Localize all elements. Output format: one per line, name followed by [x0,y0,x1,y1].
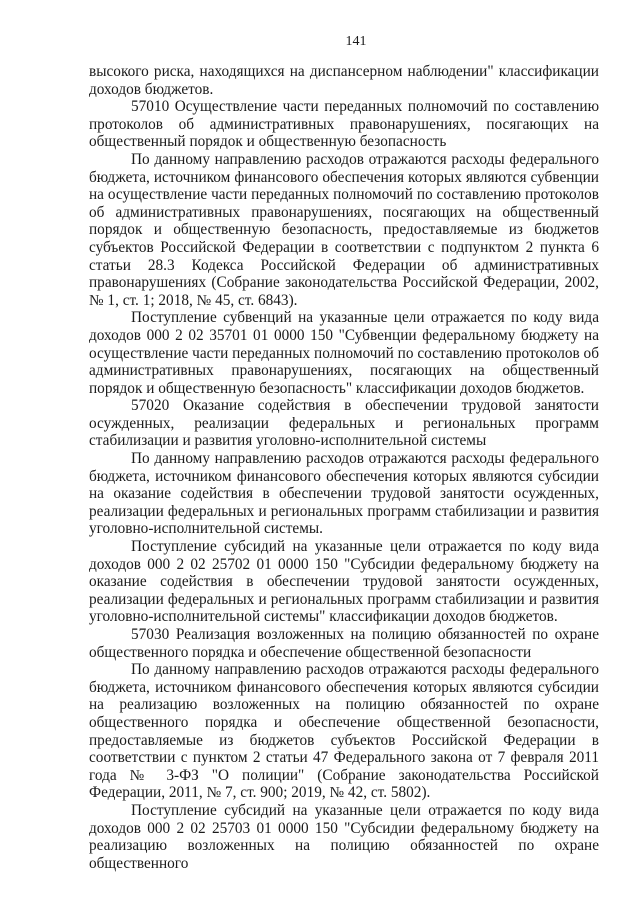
paragraph-continuation: высокого риска, находящихся на диспансерном наблюдении" классификации доходов бюджетов. [89,63,599,98]
section-heading-57010: 57010 Осуществление части переданных полномочий по составлению протоколов об административных правонарушениях, посягающих на общественный порядок и общественную безопасность [89,98,599,151]
section-heading-57030: 57030 Реализация возложенных на полицию обязанностей по охране общественного порядка и обеспечение общественной безопасности [89,626,599,661]
paragraph-57030-revenue-code: Поступление субсидий на указанные цели отражается по коду вида доходов 000 2 02 25703 01 0000 150 "Субсидии федеральному бюджету на реализацию возложенных на полицию обязанностей по охране общественного [89,801,599,872]
paragraph-57010-expenses: По данному направлению расходов отражаются расходы федерального бюджета, источником финансового обеспечения которых являются субвенции на осуществление части переданных полномочий по составлению протоколов об административных правонарушениях, посягающих на общественный порядок и общественную безопасность, предоставляемые из бюджетов субъектов Российской Федерации в соответствии с подпунктом 2 пункта 6 статьи 28.3 Кодекса Российской Федерации об административных правонарушениях (Собрание законодательства Российской Федерации, 2002, № 1, ст. 1; 2018, № 45, ст. 6843). [89,150,599,309]
page-number: 141 [345,34,367,49]
paragraph-57020-revenue-code: Поступление субсидий на указанные цели отражается по коду вида доходов 000 2 02 25702 01 0000 150 "Субсидии федеральному бюджету на оказание содействия в обеспечении трудовой занятости осужденных, реализации федеральных и региональных программ стабилизации и развития уголовно-исполнительной системы" классификации доходов бюджетов. [89,538,599,626]
section-heading-57020: 57020 Оказание содействия в обеспечении трудовой занятости осужденных, реализации федеральных и региональных программ стабилизации и развития уголовно-исполнительной системы [89,397,599,450]
paragraph-57030-expenses: По данному направлению расходов отражаются расходы федерального бюджета, источником финансового обеспечения которых являются субсидии на реализацию возложенных на полицию обязанностей по охране общественного порядка и обеспечение общественной безопасности, предоставляемые из бюджетов субъектов Российской Федерации в соответствии с пунктом 2 статьи 47 Федерального закона от 7 февраля 2011 года № 3-ФЗ "О полиции" (Собрание законодательства Российской Федерации, 2011, № 7, ст. 900; 2019, № 42, ст. 5802). [89,661,599,802]
paragraph-57010-revenue-code: Поступление субвенций на указанные цели отражается по коду вида доходов 000 2 02 35701 01 0000 150 "Субвенции федеральному бюджету на осуществление части переданных полномочий по составлению протоколов об административных правонарушениях, посягающих на общественный порядок и общественную безопасность" классификации доходов бюджетов. [89,309,599,397]
paragraph-57020-expenses: По данному направлению расходов отражаются расходы федерального бюджета, источником финансового обеспечения которых являются субсидии на оказание содействия в обеспечении трудовой занятости осужденных, реализации федеральных и региональных программ стабилизации и развития уголовно-исполнительной системы. [89,450,599,538]
